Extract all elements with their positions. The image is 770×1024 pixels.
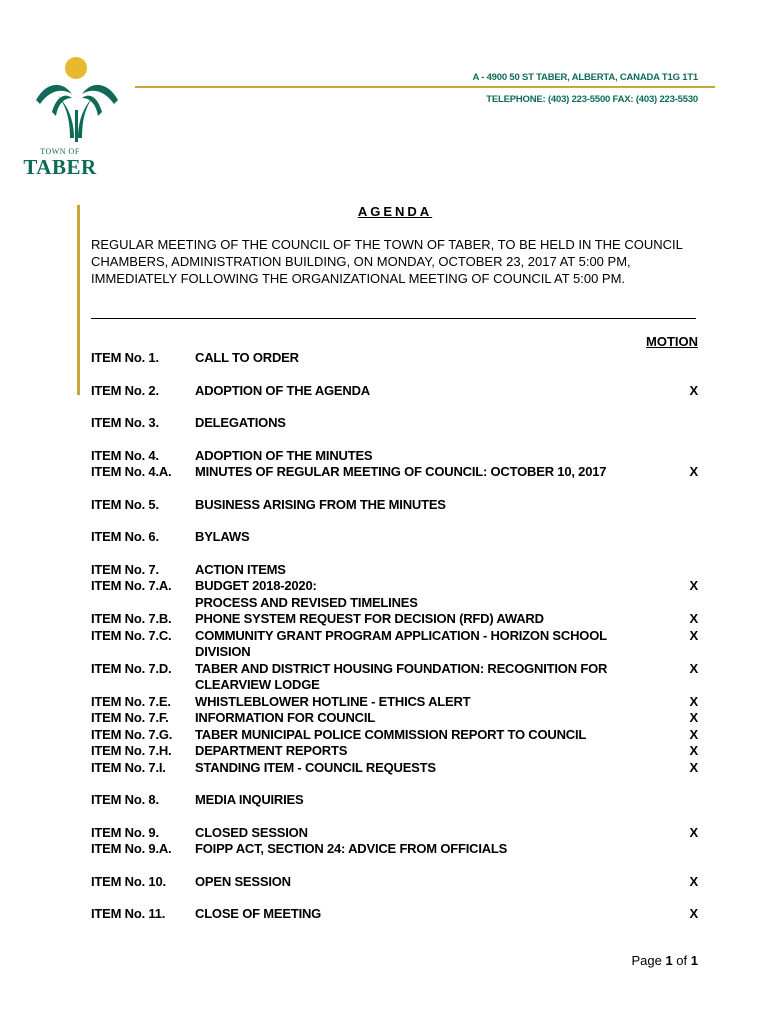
item-number: ITEM No. 4.A.	[91, 464, 172, 479]
agenda-item	[91, 350, 701, 367]
agenda-item	[91, 578, 701, 595]
agenda-item	[91, 448, 701, 465]
agenda-item	[91, 677, 701, 694]
agenda-item	[91, 383, 701, 400]
intro-divider	[91, 318, 696, 319]
motion-mark: X	[689, 464, 698, 479]
item-number: ITEM No. 6.	[91, 529, 159, 544]
meeting-description: REGULAR MEETING OF THE COUNCIL OF THE TOWN OF TABER, TO BE HELD IN THE COUNCIL CHAMBERS, ADMINISTRATION BUILDING, ON MONDAY, OCTOBER 23, 2017 AT 5:00 PM, IMMEDIATELY FOLLOWING THE ORGANIZATIONAL MEETING OF COUNCIL AT 5:00 PM.	[91, 237, 683, 286]
item-title: DELEGATIONS	[195, 415, 286, 430]
item-title: BUSINESS ARISING FROM THE MINUTES	[195, 496, 446, 512]
item-title: TABER MUNICIPAL POLICE COMMISSION REPORT TO COUNCIL	[195, 726, 587, 742]
agenda-group	[91, 874, 701, 891]
agenda-item	[91, 415, 701, 432]
logo-emblem-icon	[30, 50, 130, 150]
item-title: CALL TO ORDER	[195, 350, 299, 365]
agenda-item	[91, 644, 701, 661]
item-number: ITEM No. 9.A.	[91, 841, 172, 856]
agenda-item	[91, 727, 701, 744]
item-number: ITEM No. 7.I.	[91, 759, 166, 775]
item-title: OPEN SESSION	[195, 873, 291, 889]
agenda-group	[91, 350, 701, 367]
item-number: ITEM No. 4.	[91, 447, 159, 463]
item-number: ITEM No. 7.F.	[91, 710, 169, 725]
motion-mark: X	[689, 759, 698, 775]
item-title: BYLAWS	[195, 529, 250, 544]
motion-mark	[665, 792, 701, 809]
agenda-item	[91, 464, 701, 481]
agenda-item	[91, 661, 701, 678]
item-number: ITEM No. 7.H.	[91, 743, 172, 758]
item-title: CLOSED SESSION	[195, 824, 308, 840]
page-title: AGENDA	[357, 204, 433, 219]
item-number: ITEM No. 1.	[91, 350, 159, 365]
item-number: ITEM No. 7.A.	[91, 578, 172, 593]
item-number: ITEM No. 2.	[91, 382, 159, 398]
item-number: ITEM No. 7.E.	[91, 693, 171, 709]
item-title: CLOSE OF MEETING	[195, 906, 322, 921]
agenda-item	[91, 611, 701, 628]
agenda-group	[91, 448, 701, 481]
item-title: ADOPTION OF THE AGENDA	[195, 382, 370, 398]
item-title: ADOPTION OF THE MINUTES	[195, 447, 373, 463]
item-number: ITEM No. 10.	[91, 873, 166, 889]
item-title: CLEARVIEW LODGE	[195, 677, 320, 692]
item-title: COMMUNITY GRANT PROGRAM APPLICATION - HORIZON SCHOOL	[195, 627, 607, 643]
motion-mark	[665, 529, 701, 546]
motion-mark: X	[689, 710, 698, 725]
motion-mark	[665, 562, 701, 579]
item-number: ITEM No. 5.	[91, 496, 159, 512]
logo-town-of-text: TOWN OF	[40, 147, 80, 156]
item-title: INFORMATION FOR COUNCIL	[195, 710, 376, 725]
motion-mark: X	[689, 693, 698, 709]
header-address: A - 4900 50 ST TABER, ALBERTA, CANADA T1G 1T1	[472, 72, 698, 83]
agenda-items	[91, 350, 701, 939]
page-total: 1	[690, 953, 698, 968]
item-number: ITEM No. 7.D.	[91, 660, 172, 676]
agenda-group	[91, 562, 701, 777]
item-title: BUDGET 2018-2020:	[195, 578, 317, 593]
item-title: PROCESS AND REVISED TIMELINES	[195, 594, 418, 610]
item-title: DEPARTMENT REPORTS	[195, 743, 348, 758]
motion-mark	[665, 644, 701, 661]
agenda-group	[91, 825, 701, 858]
motion-mark: X	[689, 743, 698, 758]
item-title: ACTION ITEMS	[195, 561, 286, 577]
motion-mark	[665, 497, 701, 514]
item-title: FOIPP ACT, SECTION 24: ADVICE FROM OFFICIALS	[195, 841, 508, 856]
agenda-item	[91, 874, 701, 891]
agenda-group	[91, 383, 701, 400]
motion-mark: X	[689, 382, 698, 398]
item-number	[91, 644, 195, 661]
agenda-item	[91, 529, 701, 546]
item-title: STANDING ITEM - COUNCIL REQUESTS	[195, 759, 436, 775]
item-number: ITEM No. 7.G.	[91, 726, 173, 742]
agenda-group	[91, 497, 701, 514]
agenda-item	[91, 694, 701, 711]
agenda-group	[91, 529, 701, 546]
page-label: Page	[631, 953, 662, 968]
item-title: PHONE SYSTEM REQUEST FOR DECISION (RFD) AWARD	[195, 611, 544, 626]
agenda-item	[91, 743, 701, 760]
item-number: ITEM No. 7.	[91, 561, 159, 577]
page-of-label: of	[676, 953, 688, 968]
motion-mark: X	[689, 906, 698, 921]
motion-mark: X	[689, 873, 698, 889]
item-title: MEDIA INQUIRIES	[195, 792, 304, 807]
motion-mark	[665, 841, 701, 858]
motion-mark: X	[689, 611, 698, 626]
agenda-item	[91, 760, 701, 777]
item-number: ITEM No. 11.	[91, 906, 166, 921]
item-title: WHISTLEBLOWER HOTLINE - ETHICS ALERT	[195, 693, 471, 709]
item-number	[91, 677, 195, 694]
margin-bar	[77, 205, 80, 395]
agenda-item	[91, 628, 701, 645]
agenda-item	[91, 562, 701, 579]
page-current: 1	[665, 953, 673, 968]
agenda-item	[91, 792, 701, 809]
motion-mark	[665, 595, 701, 612]
agenda-group	[91, 415, 701, 432]
agenda-item	[91, 841, 701, 858]
item-title: DIVISION	[195, 644, 251, 659]
motion-mark: X	[689, 660, 698, 676]
motion-mark: X	[689, 578, 698, 593]
item-number: ITEM No. 9.	[91, 824, 159, 840]
item-title: TABER AND DISTRICT HOUSING FOUNDATION: RECOGNITION FOR	[195, 660, 608, 676]
header-phone: TELEPHONE: (403) 223-5500 FAX: (403) 223-5530	[486, 94, 698, 105]
motion-column-header: MOTION	[646, 334, 698, 349]
item-number: ITEM No. 8.	[91, 792, 159, 807]
agenda-group	[91, 906, 701, 923]
agenda-item	[91, 906, 701, 923]
motion-mark: X	[689, 627, 698, 643]
motion-mark: X	[689, 824, 698, 840]
item-number	[91, 595, 195, 612]
item-number: ITEM No. 7.B.	[91, 611, 172, 626]
motion-mark: X	[689, 726, 698, 742]
motion-mark	[665, 448, 701, 465]
motion-mark	[665, 677, 701, 694]
agenda-item	[91, 825, 701, 842]
agenda-group	[91, 792, 701, 809]
agenda-item	[91, 595, 701, 612]
item-title: MINUTES OF REGULAR MEETING OF COUNCIL: OCTOBER 10, 2017	[195, 464, 607, 479]
agenda-item	[91, 710, 701, 727]
motion-mark	[665, 415, 701, 432]
item-number: ITEM No. 3.	[91, 415, 159, 430]
logo-town-name: TABER	[23, 155, 97, 179]
agenda-item	[91, 497, 701, 514]
page-number	[631, 953, 698, 968]
motion-mark	[665, 350, 701, 367]
item-number: ITEM No. 7.C.	[91, 627, 172, 643]
header-divider	[135, 86, 715, 88]
